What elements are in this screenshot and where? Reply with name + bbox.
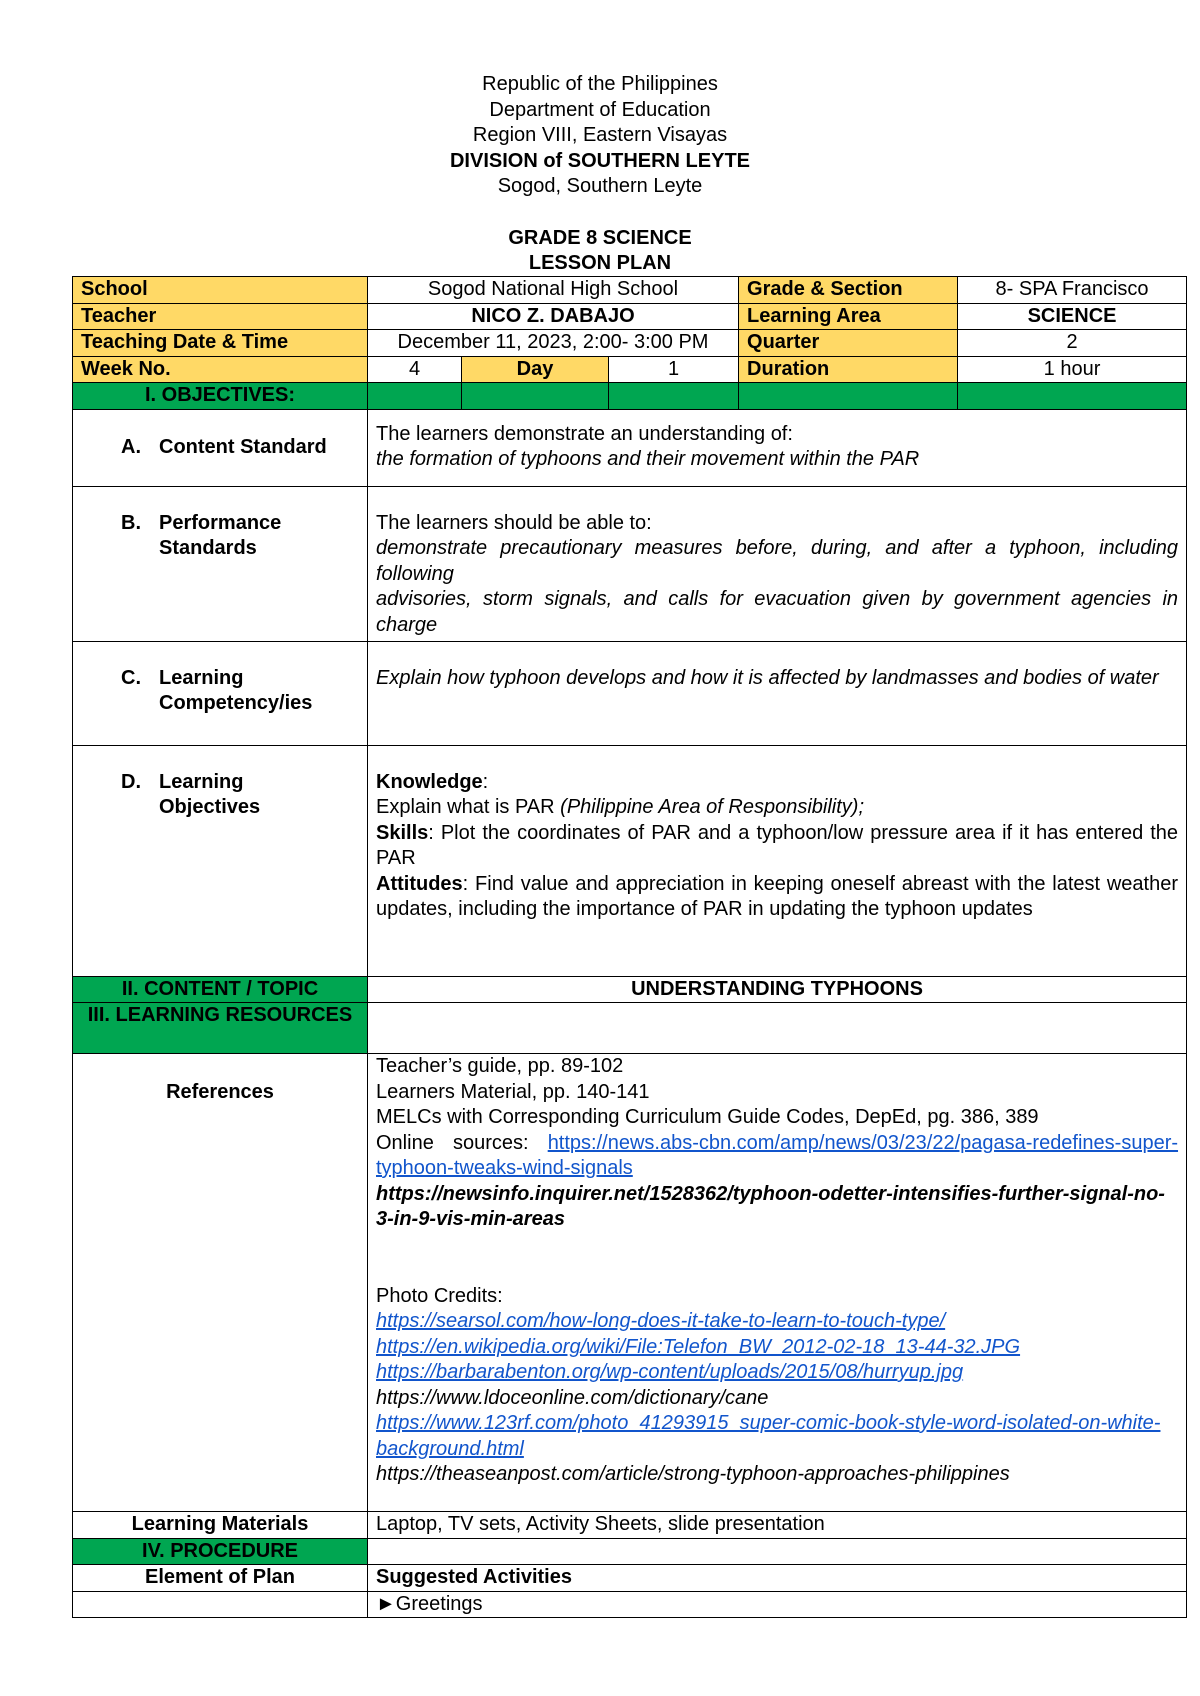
day-label: Day xyxy=(462,356,609,383)
performance-standard-text: The learners should be able to: demonstrate precautionary measures before, during, and after a typhoon, including following advisories, storm signals, and calls for evacuation given by government agencies in charge xyxy=(368,486,1187,641)
performance-standard-row xyxy=(73,486,1187,641)
content-standard-label: A. Content Standard xyxy=(121,435,327,458)
header-line-region: Region VIII, Eastern Visayas xyxy=(472,124,728,146)
teaching-date-value: December 11, 2023, 2:00- 3:00 PM xyxy=(368,330,739,357)
resources-heading-blank xyxy=(368,1003,1187,1054)
competency-label: C. Learning Competency/ies xyxy=(121,666,313,714)
objectives-heading-fill xyxy=(368,383,462,410)
content-topic-heading: II. CONTENT / TOPIC xyxy=(73,976,368,1003)
photo-credits-label: Photo Credits: xyxy=(376,1284,503,1307)
document-title xyxy=(0,226,1200,276)
online-source-link[interactable]: https://news.abs-cbn.com/amp/news/03/23/22/pagasa-redefines-super-typhoon-tweaks-wind-signals xyxy=(376,1131,1179,1179)
header-line-deped: Department of Education xyxy=(489,98,711,121)
content-topic-value: UNDERSTANDING TYPHOONS xyxy=(368,976,1187,1003)
header-line-division: DIVISION of SOUTHERN LEYTE xyxy=(449,149,751,172)
references-label: References xyxy=(73,1054,368,1512)
photo-credit-link[interactable]: https://www.123rf.com/photo_41293915_super-comic-book-style-word-isolated-on-white-background.html xyxy=(376,1412,1161,1460)
procedure-greetings-row xyxy=(73,1591,1187,1618)
references-row xyxy=(73,1054,1187,1512)
procedure-heading-row xyxy=(73,1538,1187,1565)
school-label: School xyxy=(73,277,368,304)
info-row-week xyxy=(73,356,1187,383)
objectives-heading-fill xyxy=(958,383,1187,410)
objectives-heading-fill xyxy=(462,383,609,410)
content-standard-text: The learners demonstrate an understanding of: the formation of typhoons and their movement within the PAR xyxy=(368,409,1187,486)
lesson-plan-table xyxy=(72,276,1187,1618)
info-row-school xyxy=(73,277,1187,304)
learning-objectives-text: Knowledge: Explain what is PAR (Philippine Area of Responsibility); Skills: Plot the coordinates of PAR and a typhoon/low pressure area if it has entered the PAR Attitudes: Find value and appreciation in keeping oneself abreast with the latest weather updates, including the importance of PAR in updating the typhoon updates xyxy=(368,745,1187,976)
duration-label: Duration xyxy=(739,356,958,383)
teacher-value: NICO Z. DABAJO xyxy=(368,303,739,330)
learning-objectives-label: D. Learning Objectives xyxy=(121,770,261,818)
reference-teachers-guide: Teacher’s guide, pp. 89-102 xyxy=(376,1055,624,1077)
references-list xyxy=(368,1054,1187,1512)
photo-credit-text: https://theaseanpost.com/article/strong-typhoon-approaches-philippines xyxy=(376,1463,1010,1485)
info-row-date xyxy=(73,330,1187,357)
week-value: 4 xyxy=(368,356,462,383)
teaching-date-label: Teaching Date & Time xyxy=(73,330,368,357)
element-of-plan-label: Element of Plan xyxy=(73,1565,368,1592)
objectives-heading-row xyxy=(73,383,1187,410)
competency-text: Explain how typhoon develops and how it is affected by landmasses and bodies of water xyxy=(368,641,1187,745)
objectives-heading: I. OBJECTIVES: xyxy=(73,383,368,410)
quarter-value: 2 xyxy=(958,330,1187,357)
performance-standard-label: B. Performance Standards xyxy=(121,511,282,559)
title-grade: GRADE 8 SCIENCE xyxy=(508,227,692,249)
day-value: 1 xyxy=(609,356,739,383)
learning-materials-value: Laptop, TV sets, Activity Sheets, slide presentation xyxy=(368,1512,1187,1539)
content-topic-row xyxy=(73,976,1187,1003)
document-header xyxy=(0,72,1200,200)
header-line-republic: Republic of the Philippines xyxy=(482,73,718,95)
content-standard-row xyxy=(73,409,1187,486)
online-source-inquirer: https://newsinfo.inquirer.net/1528362/typhoon-odetter-intensifies-further-signal-no-3-in-9-vis-min-areas xyxy=(376,1182,1165,1230)
photo-credit-link[interactable]: https://barbarabenton.org/wp-content/uploads/2015/08/hurryup.jpg xyxy=(376,1361,964,1383)
objectives-heading-fill xyxy=(739,383,958,410)
teacher-label: Teacher xyxy=(73,303,368,330)
week-label: Week No. xyxy=(73,356,368,383)
photo-credit-link[interactable]: https://en.wikipedia.org/wiki/File:Telefon_BW_2012-02-18_13-44-32.JPG xyxy=(376,1335,1021,1358)
grade-section-value: 8- SPA Francisco xyxy=(958,277,1187,304)
resources-heading: III. LEARNING RESOURCES xyxy=(73,1003,368,1054)
competency-row xyxy=(73,641,1187,745)
grade-section-label: Grade & Section xyxy=(739,277,958,304)
photo-credit-text: https://www.ldoceonline.com/dictionary/cane xyxy=(376,1386,769,1409)
learning-materials-row xyxy=(73,1512,1187,1539)
learning-objectives-row xyxy=(73,745,1187,976)
reference-learners-material: Learners Material, pp. 140-141 xyxy=(376,1080,650,1103)
reference-online-sources: Online sources: https://news.abs-cbn.com/amp/news/03/23/22/pagasa-redefines-super-typhoon-tweaks-wind-signals xyxy=(376,1131,1179,1179)
procedure-heading-blank xyxy=(368,1538,1187,1565)
learning-materials-label: Learning Materials xyxy=(73,1512,368,1539)
info-row-teacher xyxy=(73,303,1187,330)
header-line-location: Sogod, Southern Leyte xyxy=(497,175,703,197)
duration-value: 1 hour xyxy=(958,356,1187,383)
resources-heading-row xyxy=(73,1003,1187,1054)
procedure-element-blank xyxy=(73,1591,368,1618)
procedure-columns-row xyxy=(73,1565,1187,1592)
learning-area-label: Learning Area xyxy=(739,303,958,330)
learning-area-value: SCIENCE xyxy=(958,303,1187,330)
quarter-label: Quarter xyxy=(739,330,958,357)
procedure-heading: IV. PROCEDURE xyxy=(73,1538,368,1565)
objectives-heading-fill xyxy=(609,383,739,410)
reference-melcs: MELCs with Corresponding Curriculum Guide Codes, DepEd, pg. 386, 389 xyxy=(376,1106,1039,1128)
arrow-right-icon: ► xyxy=(376,1592,396,1615)
photo-credit-link[interactable]: https://searsol.com/how-long-does-it-take-to-learn-to-touch-type/ xyxy=(376,1310,946,1332)
suggested-activities-label: Suggested Activities xyxy=(368,1565,1187,1592)
greetings-activity: ►Greetings xyxy=(368,1591,1187,1618)
title-lesson-plan: LESSON PLAN xyxy=(528,252,672,274)
school-value: Sogod National High School xyxy=(368,277,739,304)
